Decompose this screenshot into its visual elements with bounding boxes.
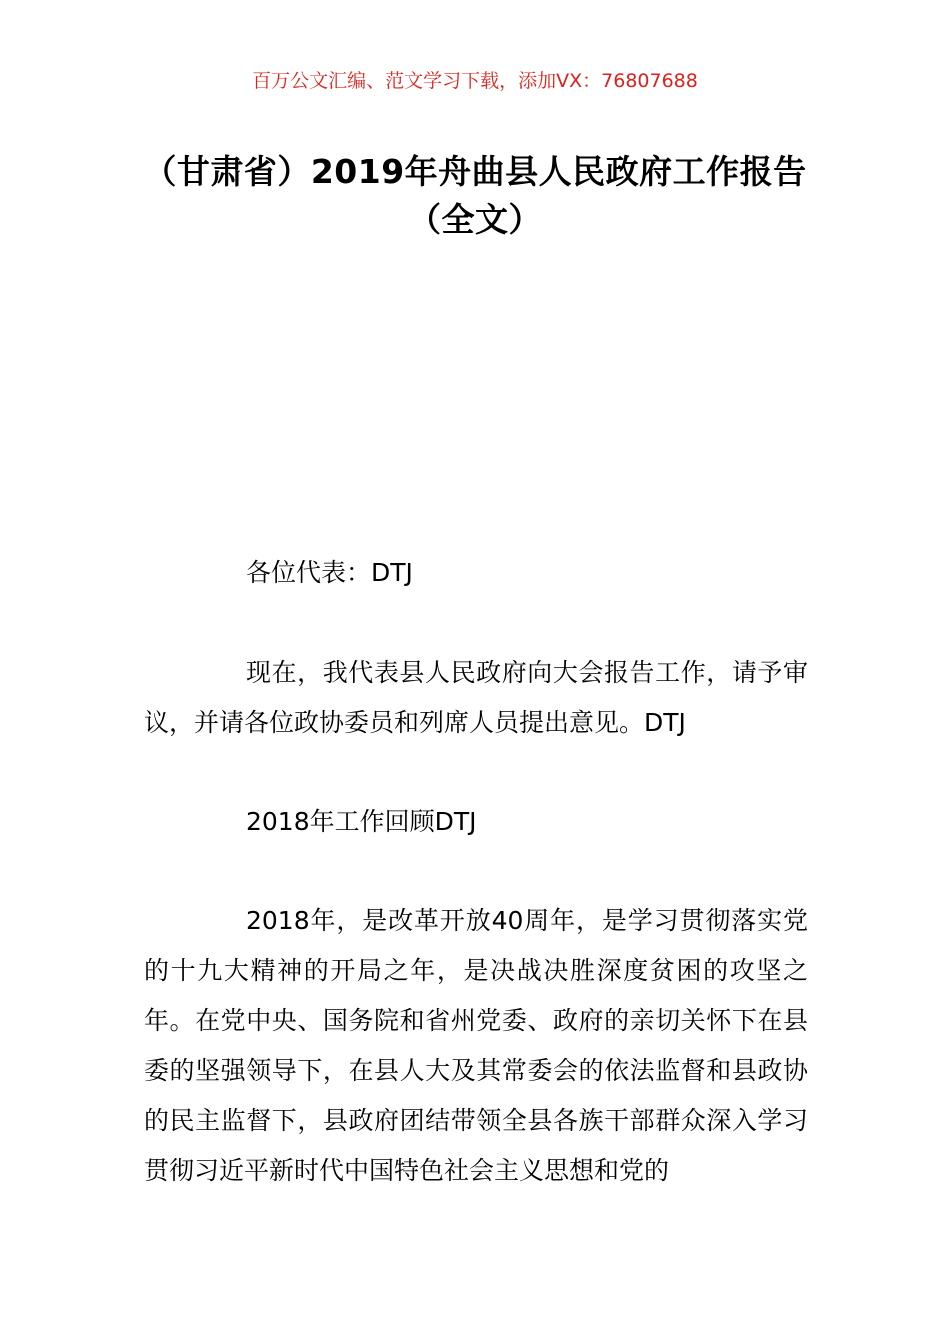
salutation-text: 各位代表：DTJ <box>246 558 413 587</box>
intro-paragraph <box>144 648 808 748</box>
section-heading-text: 2018年工作回顾DTJ <box>246 807 477 836</box>
section-heading <box>144 797 808 847</box>
review-text: 2018年，是改革开放40周年，是学习贯彻落实党的十九大精神的开局之年，是决战决胜深度贫困的攻坚之年。在党中央、国务院和省州党委、政府的亲切关怀下在县委的坚强领导下，在县人大及其常委会的依法监督和县政协的民主监督下，县政府团结带领全县各族干部群众深入学习贯彻习近平新时代中国特色社会主义思想和党的 <box>144 906 808 1185</box>
salutation-paragraph <box>144 548 808 598</box>
header-watermark-note: 百万公文汇编、范文学习下载，添加VX：76807688 <box>252 70 698 92</box>
document-title: （甘肃省）2019年舟曲县人民政府工作报告（全文） <box>143 152 807 239</box>
intro-text: 现在，我代表县人民政府向大会报告工作，请予审议，并请各位政协委员和列席人员提出意见。DTJ <box>144 658 808 737</box>
review-paragraph <box>144 896 808 1196</box>
